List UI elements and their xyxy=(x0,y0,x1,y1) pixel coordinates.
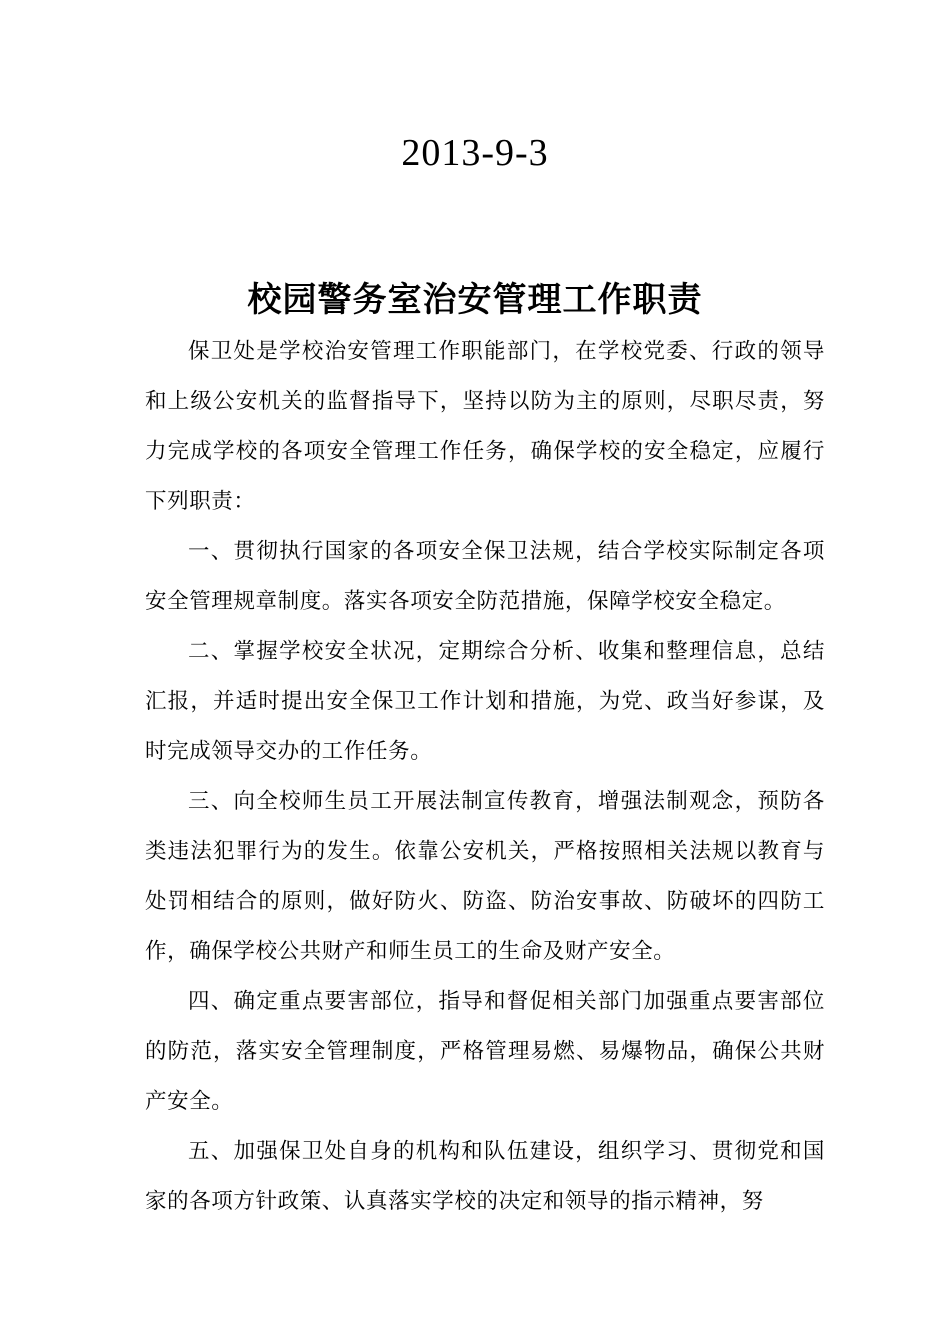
duty-paragraph-5: 五、加强保卫处自身的机构和队伍建设，组织学习、贯彻党和国家的各项方针政策、认真落实学校的决定和领导的指示精神，努 xyxy=(145,1139,825,1214)
document-title: 校园警务室治安管理工作职责 xyxy=(247,280,703,320)
duty-paragraph-4: 四、确定重点要害部位，指导和督促相关部门加强重点要害部位的防范，落实安全管理制度，严格管理易燃、易爆物品，确保公共财产安全。 xyxy=(145,989,825,1114)
document-body xyxy=(145,327,825,1227)
intro-paragraph: 保卫处是学校治安管理工作职能部门，在学校党委、行政的领导和上级公安机关的监督指导下，坚持以防为主的原则，尽职尽责，努力完成学校的各项安全管理工作任务，确保学校的安全稳定，应履行下列职责： xyxy=(145,339,825,514)
duty-paragraph-2: 二、掌握学校安全状况，定期综合分析、收集和整理信息，总结汇报，并适时提出安全保卫工作计划和措施，为党、政当好参谋，及时完成领导交办的工作任务。 xyxy=(145,639,825,764)
duty-paragraph-1: 一、贯彻执行国家的各项安全保卫法规，结合学校实际制定各项安全管理规章制度。落实各项安全防范措施，保障学校安全稳定。 xyxy=(145,539,825,614)
document-date: 2013-9-3 xyxy=(401,132,549,174)
duty-paragraph-3: 三、向全校师生员工开展法制宣传教育，增强法制观念，预防各类违法犯罪行为的发生。依靠公安机关，严格按照相关法规以教育与处罚相结合的原则，做好防火、防盗、防治安事故、防破坏的四防工作，确保学校公共财产和师生员工的生命及财产安全。 xyxy=(145,789,825,964)
